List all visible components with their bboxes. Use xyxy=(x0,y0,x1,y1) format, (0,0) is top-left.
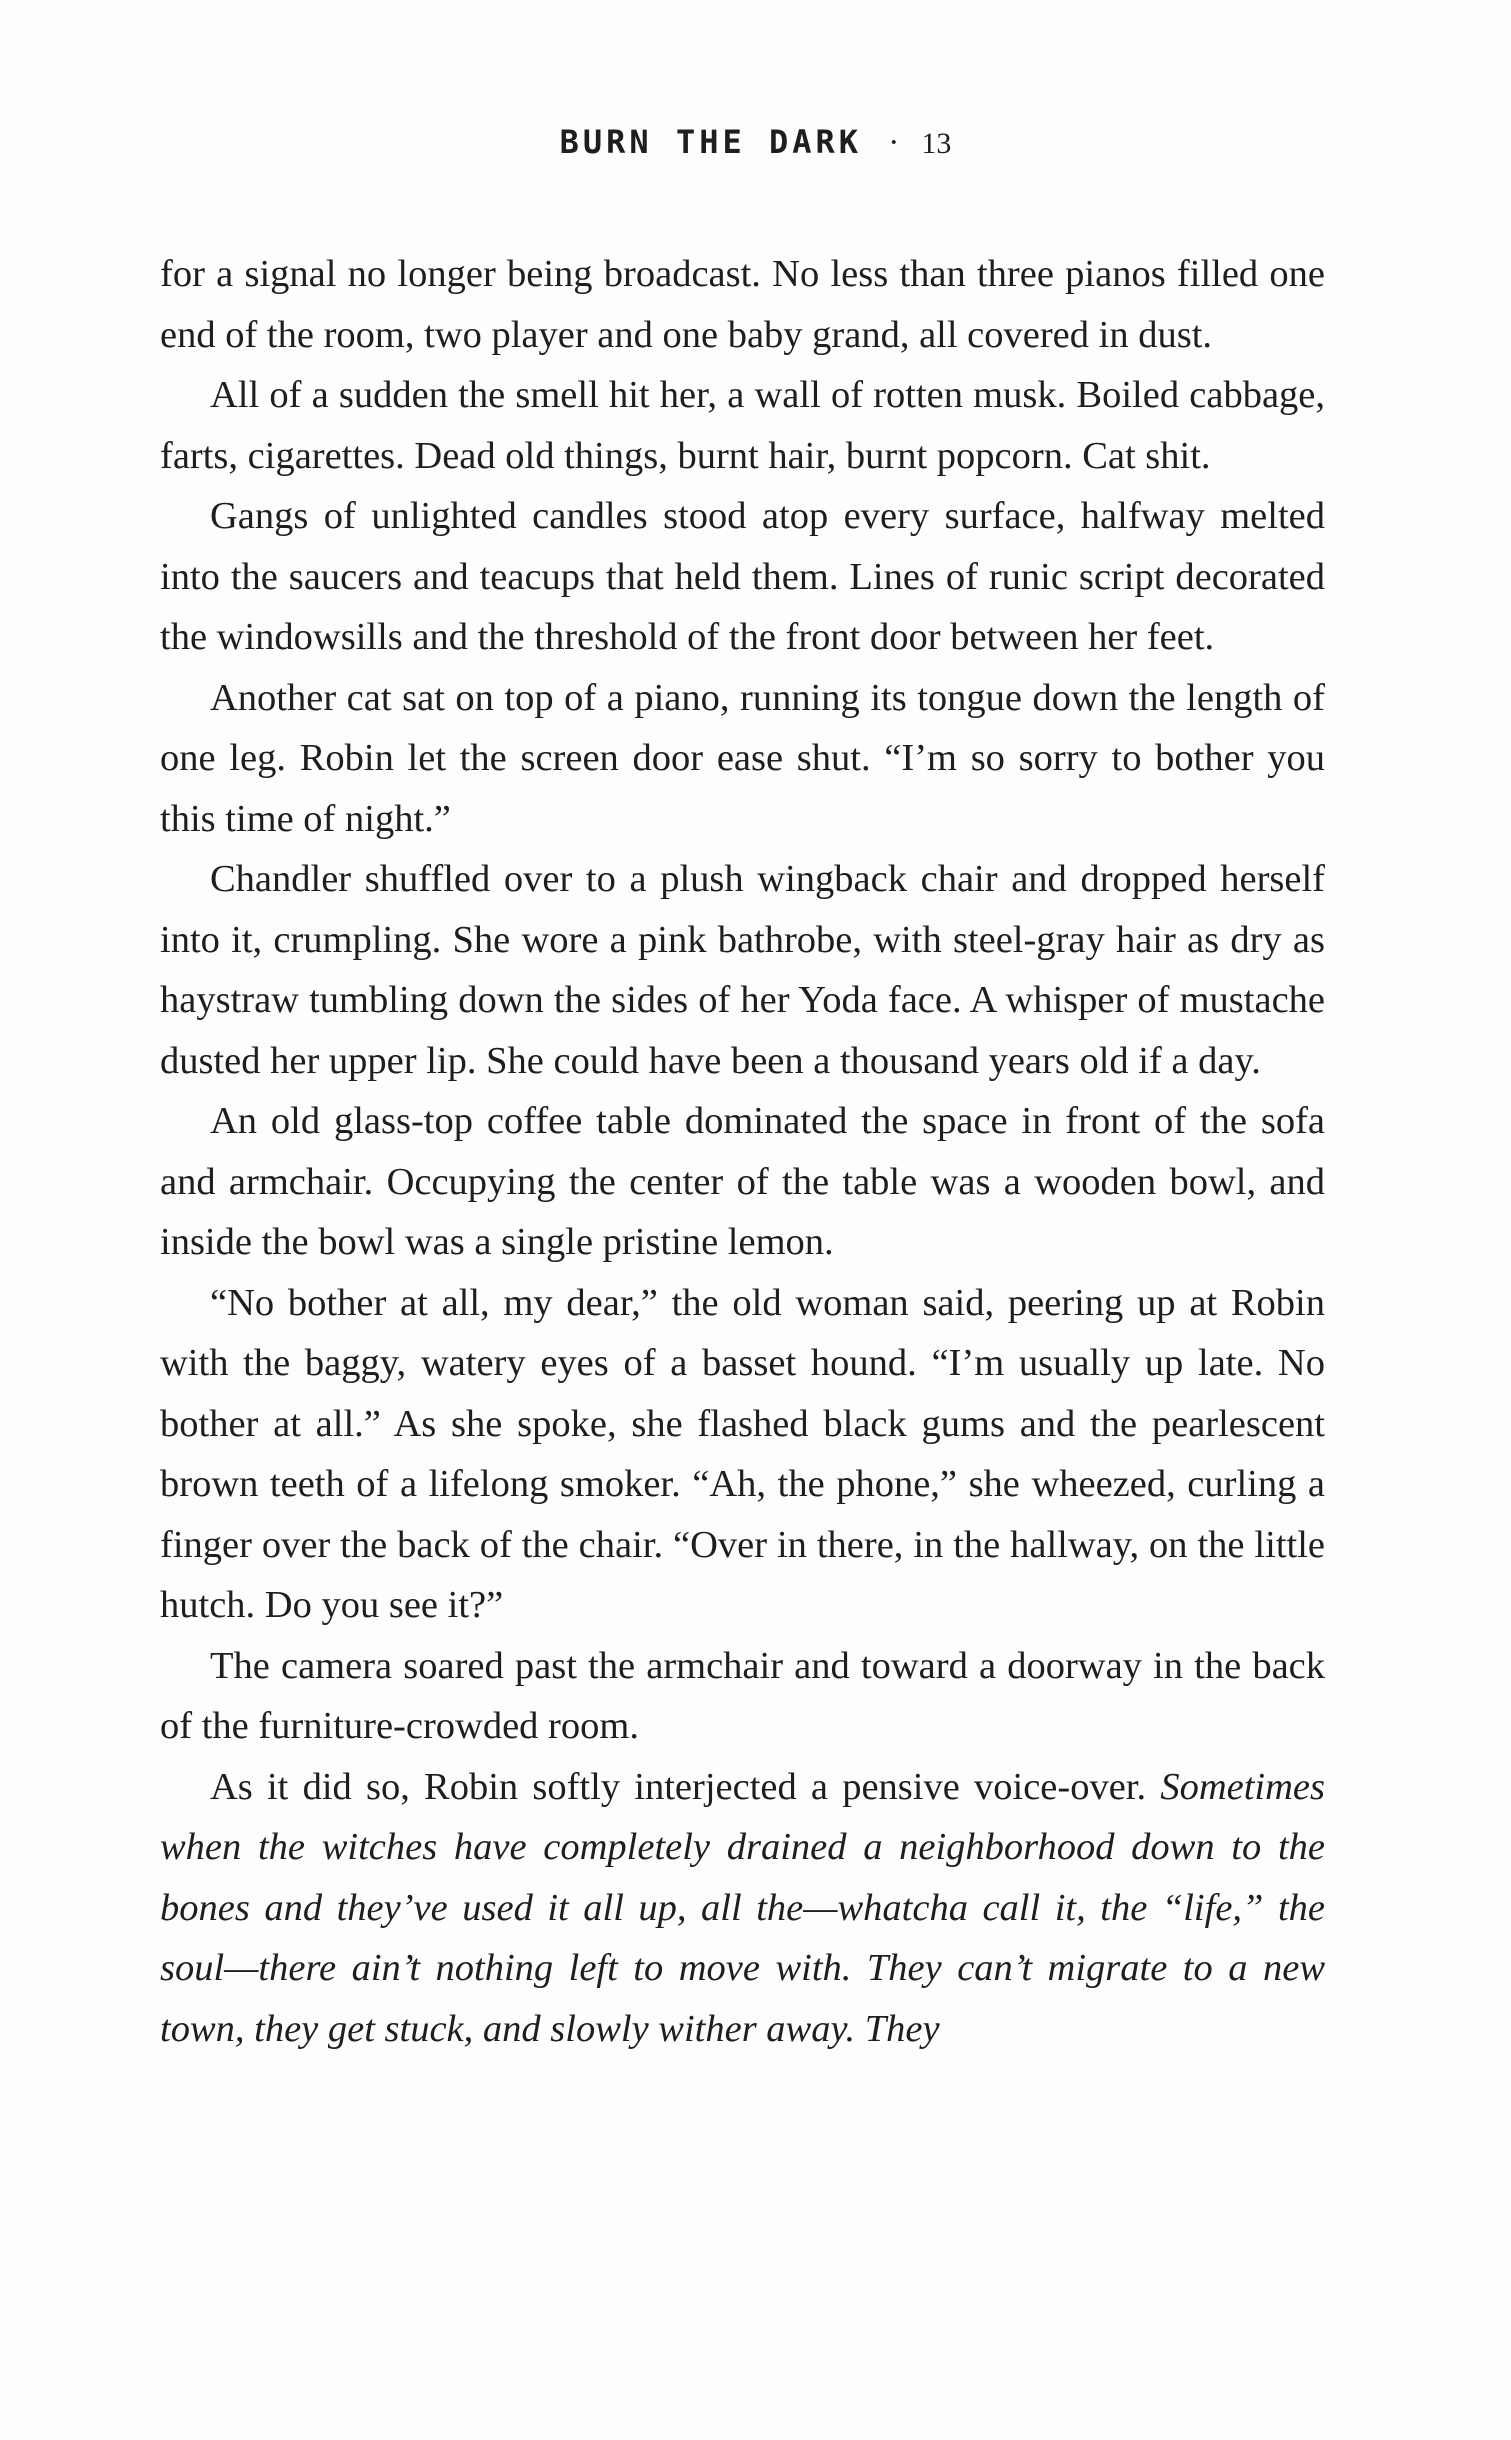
paragraph-text: An old glass-top coffee table dominated the space in front of the sofa and armchair. Occupying the center of the table was a wooden bowl, and inside the bowl was a single pristine lemon. xyxy=(160,1100,1325,1263)
paragraph xyxy=(160,1757,1325,2060)
running-head xyxy=(0,122,1511,164)
voice-over-italic: Sometimes when the witches have completely drained a neighborhood down to the bones and they’ve used it all up, all the—whatcha call it, the “life,” the soul—there ain’t nothing left to move with. They can’t migrate to a new town, they get stuck, and slowly wither away. They xyxy=(160,1765,1325,2050)
paragraph xyxy=(160,365,1325,486)
header-separator: · xyxy=(888,124,900,161)
body-text xyxy=(160,244,1325,2059)
paragraph xyxy=(160,849,1325,1091)
paragraph xyxy=(160,1636,1325,1757)
paragraph-text: Gangs of unlighted candles stood atop every surface, halfway melted into the saucers and teacups that held them. Lines of runic script decorated the windowsills and the threshold of the front door between her feet. xyxy=(160,495,1325,658)
paragraph-text: Another cat sat on top of a piano, running its tongue down the length of one leg. Robin let the screen door ease shut. “I’m so sorry to bother you this time of night.” xyxy=(160,676,1325,840)
paragraph xyxy=(160,668,1325,850)
paragraph-text: All of a sudden the smell hit her, a wall of rotten musk. Boiled cabbage, farts, cigarettes. Dead old things, burnt hair, burnt popcorn. Cat shit. xyxy=(160,374,1325,477)
page-number: 13 xyxy=(921,127,952,160)
paragraph-text: “No bother at all, my dear,” the old woman said, peering up at Robin with the baggy, watery eyes of a basset hound. “I’m usually up late. No bother at all.” As she spoke, she flashed black gums and the pearlescent brown teeth of a lifelong smoker. “Ah, the phone,” she wheezed, curling a finger over the back of the chair. “Over in there, in the hallway, on the little hutch. Do you see it?” xyxy=(160,1281,1325,1626)
paragraph xyxy=(160,244,1325,365)
paragraph-text: for a signal no longer being broadcast. No less than three pianos filled one end of the room, two player and one baby grand, all covered in dust. xyxy=(160,253,1325,356)
paragraph xyxy=(160,486,1325,668)
paragraph-text: Chandler shuffled over to a plush wingback chair and dropped herself into it, crumpling. She wore a pink bathrobe, with steel-gray hair as dry as haystraw tumbling down the sides of her Yoda face. A whisper of mustache dusted her upper lip. She could have been a thousand years old if a day. xyxy=(160,858,1325,1082)
book-title: BURN THE DARK xyxy=(559,123,863,161)
paragraph-text: The camera soared past the armchair and toward a doorway in the back of the furniture-crowded room. xyxy=(160,1644,1325,1747)
paragraph-text: As it did so, Robin softly interjected a pensive voice-over. xyxy=(210,1765,1161,1808)
paragraph xyxy=(160,1091,1325,1273)
paragraph xyxy=(160,1273,1325,1636)
